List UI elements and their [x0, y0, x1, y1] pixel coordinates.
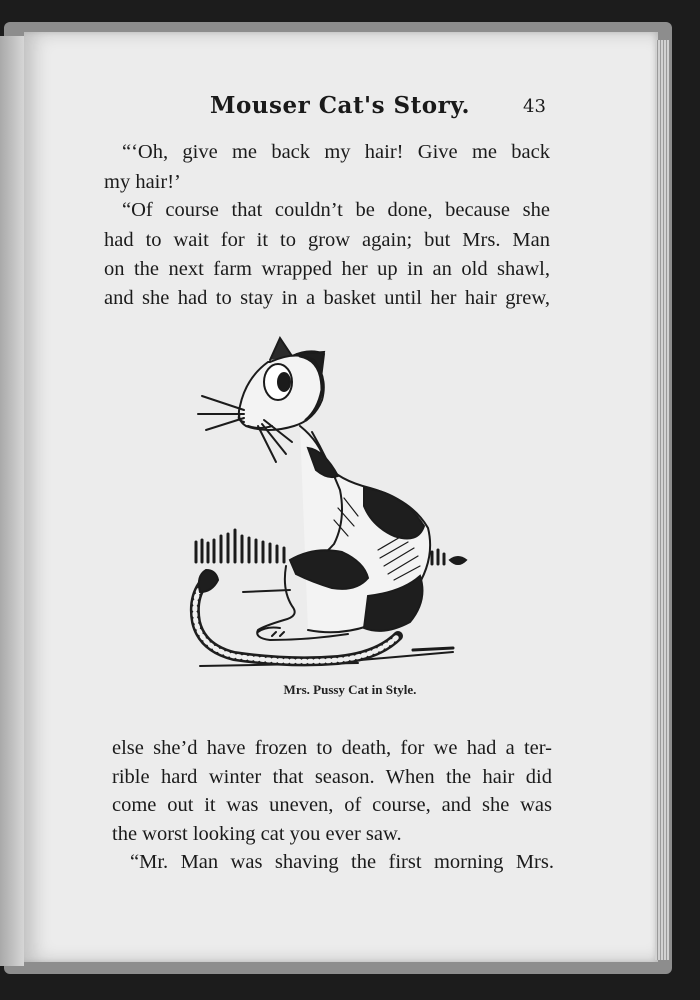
- text-line: on the next farm wrapped her up in an old shawl,: [104, 258, 550, 280]
- text-line: and she had to stay in a basket until her hair grew,: [104, 287, 550, 309]
- left-page-edge: [0, 36, 24, 966]
- text-line: “Mr. Man was shaving the first morning Mrs.: [130, 851, 554, 873]
- illustration-caption: Mrs. Pussy Cat in Style.: [283, 682, 417, 697]
- page-stack-edge: [655, 40, 669, 960]
- cat-illustration: [188, 330, 478, 675]
- text-line: rible hard winter that season. When the hair did: [112, 766, 552, 788]
- text-line: had to wait for it to grow again; but Mrs. Man: [104, 229, 550, 251]
- text-line: come out it was uneven, of course, and she was: [112, 794, 552, 816]
- text-line: “Of course that couldn’t be done, because she: [122, 199, 550, 221]
- running-head: Mouser Cat's Story.: [210, 92, 470, 119]
- text-line: “‘Oh, give me back my hair! Give me back: [122, 141, 550, 163]
- page-number: 43: [523, 96, 546, 117]
- text-line: the worst looking cat you ever saw.: [112, 823, 402, 845]
- text-line: else she’d have frozen to death, for we had a ter-: [112, 737, 552, 759]
- text-line: my hair!’: [104, 171, 181, 193]
